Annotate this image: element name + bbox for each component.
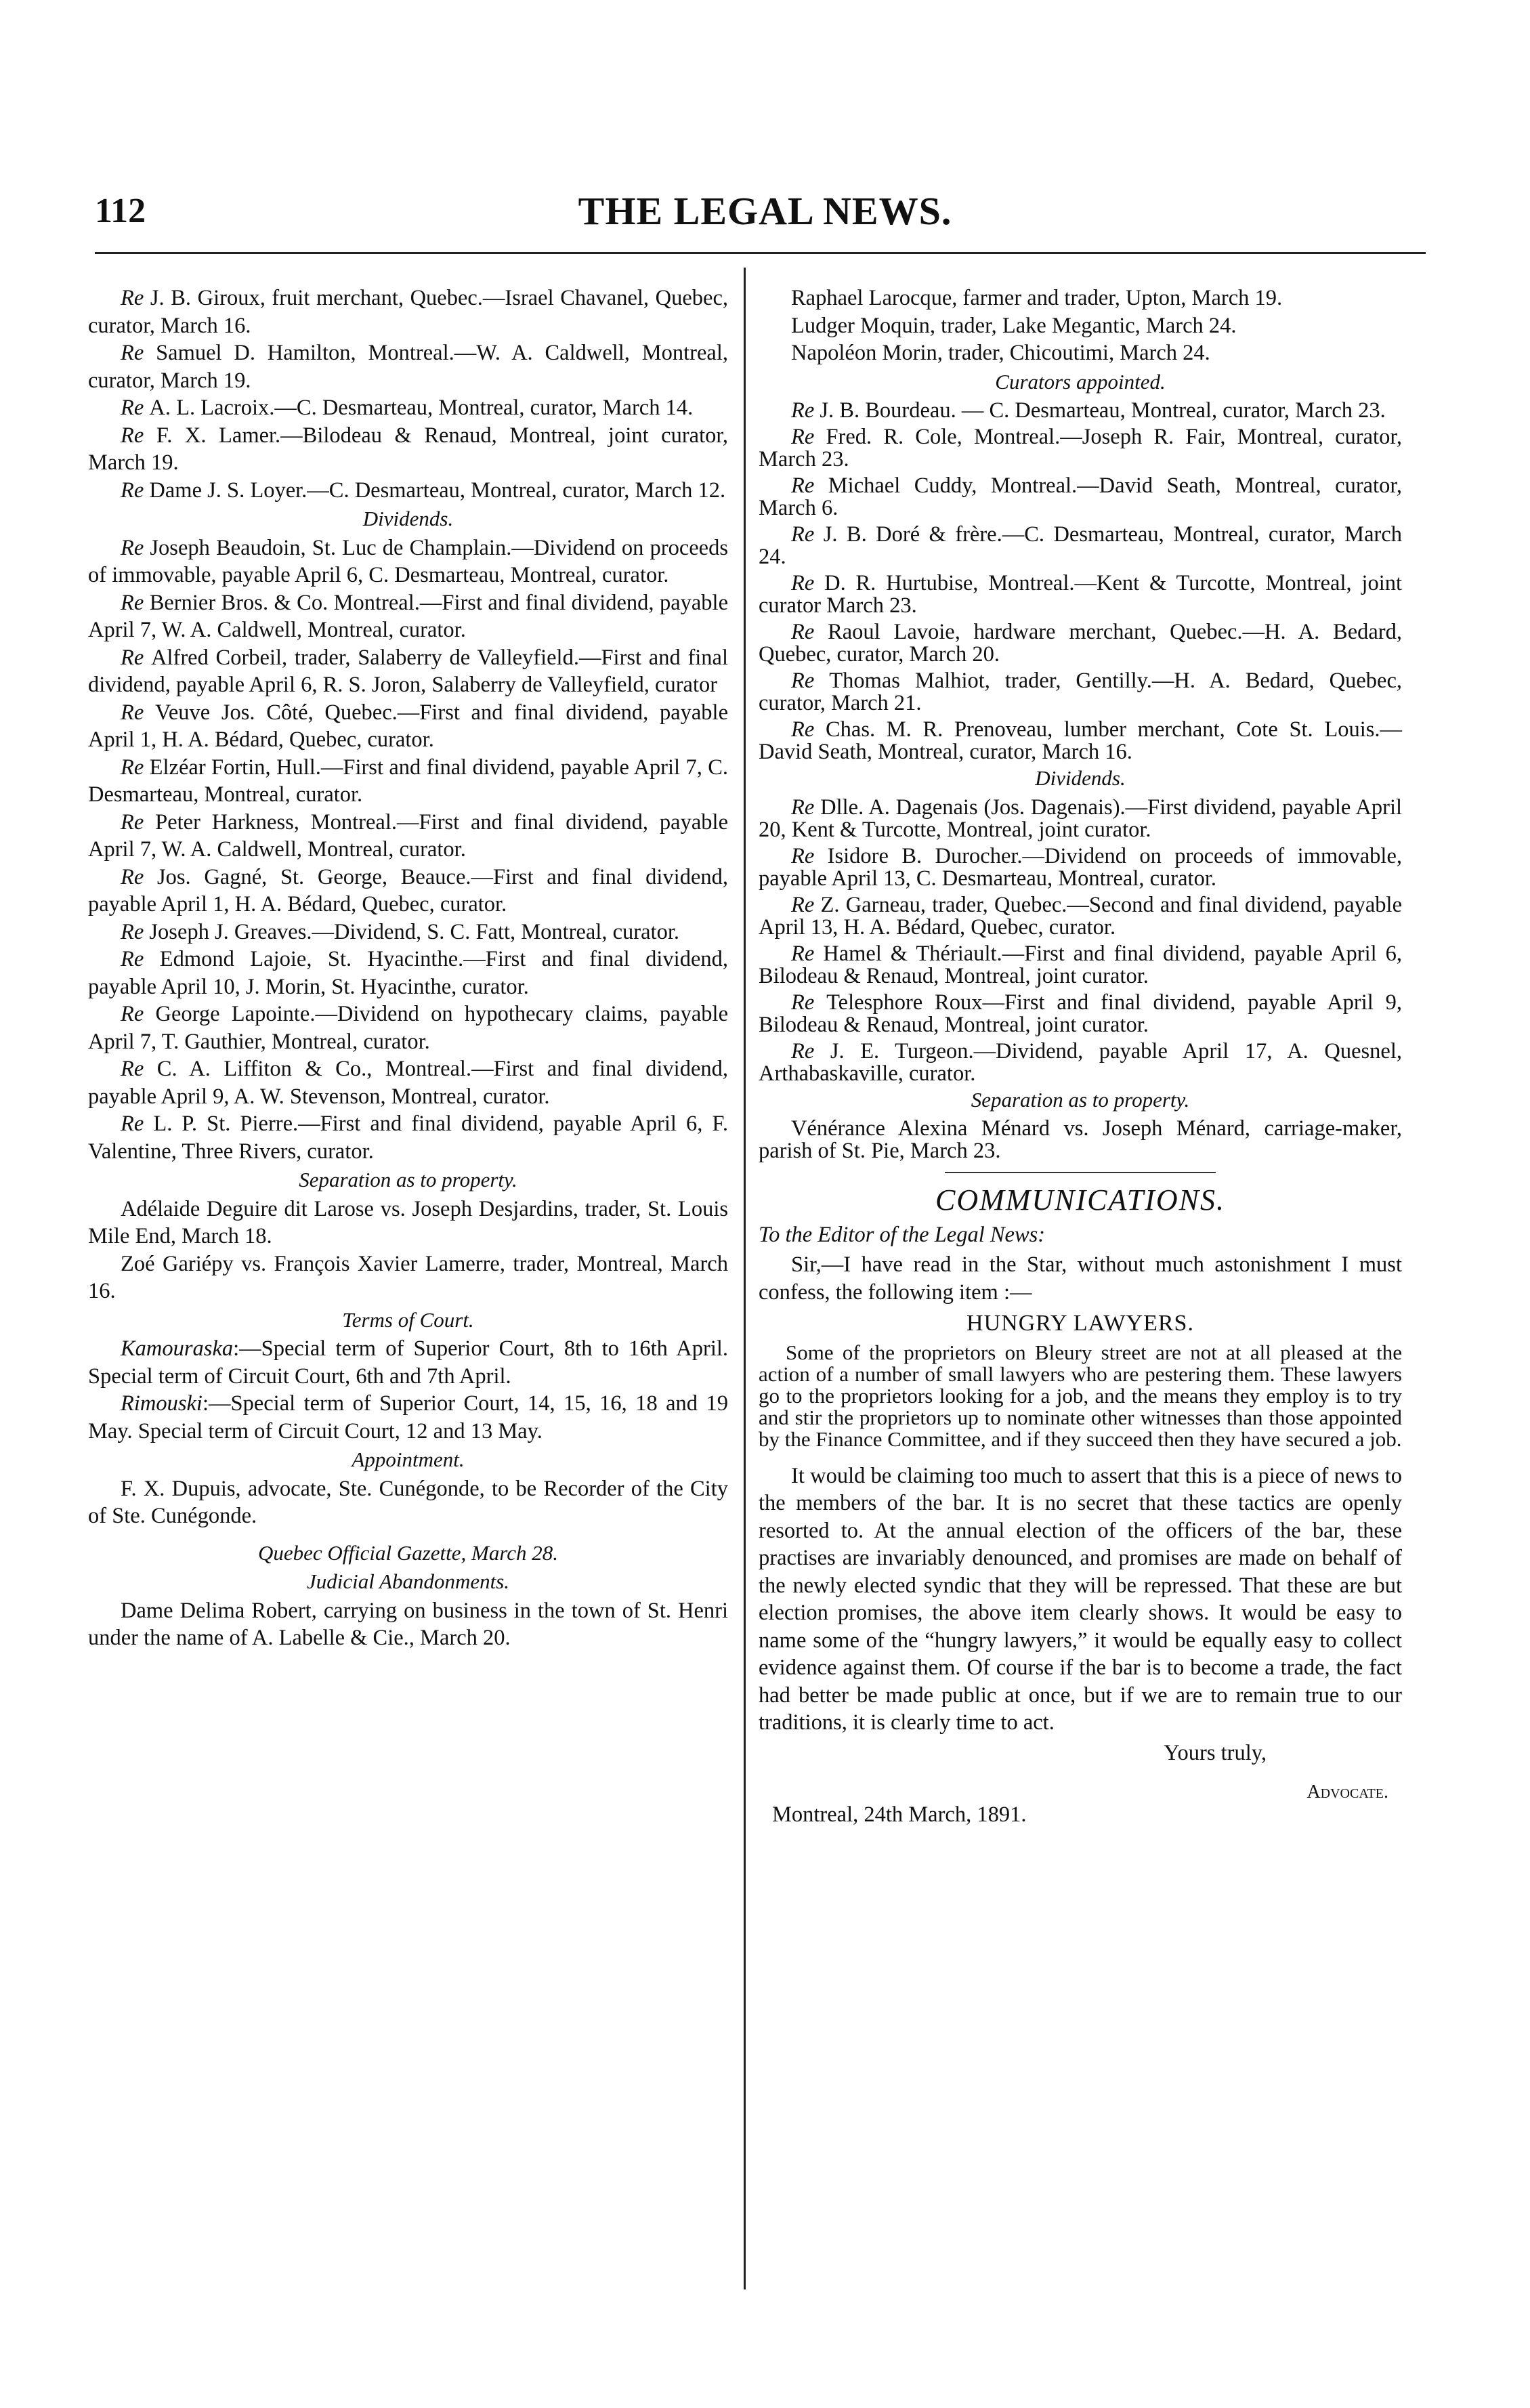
section-heading-appointment: Appointment.: [352, 1448, 465, 1471]
notice-paragraph: F. X. Dupuis, advocate, Ste. Cunégonde, to be Recorder of the City of Ste. Cunégonde.: [88, 1476, 728, 1528]
letter-address: To the Editor of the Legal News:: [759, 1222, 1046, 1247]
notice-paragraph: Raphael Larocque, farmer and trader, Upton, March 19.: [791, 286, 1283, 310]
notice-paragraph: Adélaide Deguire dit Larose vs. Joseph Desjardins, trader, St. Louis Mile End, March 18.: [88, 1196, 728, 1248]
notice-paragraph: Re J. B. Giroux, fruit merchant, Quebec.—Israel Chavanel, Quebec, curator, March 16.: [88, 286, 729, 338]
notice-paragraph: Re Samuel D. Hamilton, Montreal.—W. A. Caldwell, Montreal, curator, March 19.: [88, 341, 728, 393]
notice-paragraph: Re Raoul Lavoie, hardware merchant, Quebec.—H. A. Bedard, Quebec, curator, March 20.: [759, 620, 1403, 667]
notice-paragraph: Napoléon Morin, trader, Chicoutimi, March 24.: [791, 341, 1210, 365]
curators-list: [88, 284, 728, 504]
notice-paragraph: Ludger Moquin, trader, Lake Megantic, March 24.: [791, 313, 1237, 338]
letter-intro: Sir,—I have read in the Star, without much astonishment I must confess, the following item :—: [759, 1252, 1402, 1305]
section-heading-curators: Curators appointed.: [995, 369, 1166, 394]
notice-paragraph: Re Joseph Beaudoin, St. Luc de Champlain.—Dividend on proceeds of immovable, payable April 6, C. Desmarteau, Montreal, curator.: [88, 535, 729, 587]
notice-paragraph: Re Chas. M. R. Prenoveau, lumber merchant, Cote St. Louis.—David Seath, Montreal, curator, March 16.: [759, 717, 1403, 764]
communications-heading: COMMUNICATIONS.: [935, 1183, 1226, 1217]
notice-paragraph: Re J. B. Doré & frère.—C. Desmarteau, Montreal, curator, March 24.: [759, 522, 1402, 569]
quoted-item-text: Some of the proprietors on Bleury street are not at all pleased at the action of a number of small lawyers who are pestering them. These lawyers go to the proprietors looking for a job, and the means they employ is to try and stir the proprietors up to nominate other witnesses than those appointed by the Finance Committee, and if they succeed then they have secured a job.: [759, 1340, 1402, 1451]
section-rule: [945, 1172, 1216, 1173]
notice-paragraph: Kamouraska:—Special term of Superior Court, 8th to 16th April. Special term of Circuit Court, 6th and 7th April.: [88, 1336, 728, 1389]
page-number: 112: [95, 192, 146, 230]
section-heading-dividends: Dividends.: [1035, 766, 1126, 790]
notice-paragraph: Re Isidore B. Durocher.—Dividend on proceeds of immovable, payable April 13, C. Desmarteau, Montreal, curator.: [759, 843, 1402, 891]
dividends-list: [759, 797, 1402, 1085]
notice-paragraph: Re D. R. Hurtubise, Montreal.—Kent & Turcotte, Montreal, joint curator March 23.: [759, 571, 1402, 618]
gazette-heading: Quebec Official Gazette, March 28.: [257, 1540, 559, 1565]
notice-paragraph: Re L. P. St. Pierre.—First and final dividend, payable April 6, F. Valentine, Three Rivers, curator.: [88, 1112, 729, 1164]
notice-paragraph: Re Hamel & Thériault.—First and final dividend, payable April 6, Bilodeau & Renaud, Montreal, joint curator.: [759, 941, 1402, 988]
notice-paragraph: Re Z. Garneau, trader, Quebec.—Second and final dividend, payable April 13, H. A. Bédard, Quebec, curator.: [759, 892, 1402, 939]
right-column: [759, 284, 1402, 1828]
notice-paragraph: Re J. B. Bourdeau. — C. Desmarteau, Montreal, curator, March 23.: [791, 398, 1386, 423]
curators-list: [759, 400, 1402, 763]
notice-paragraph: Re Peter Harkness, Montreal.—First and final dividend, payable April 7, W. A. Caldwell, Montreal, curator.: [88, 809, 728, 862]
section-heading-terms: Terms of Court.: [342, 1307, 474, 1332]
notice-paragraph: Zoé Gariépy vs. François Xavier Lamerre, trader, Montreal, March 16.: [88, 1251, 728, 1303]
notice-paragraph: Dame Delima Robert, carrying on business in the town of St. Henri under the name of A. Labelle & Cie., March 20.: [88, 1598, 728, 1650]
notice-paragraph: Re A. L. Lacroix.—C. Desmarteau, Montreal, curator, March 14.: [121, 396, 694, 420]
notice-paragraph: Re Joseph J. Greaves.—Dividend, S. C. Fatt, Montreal, curator.: [121, 919, 679, 944]
notice-paragraph: Re J. E. Turgeon.—Dividend, payable April 17, A. Quesnel, Arthabaskaville, curator.: [759, 1038, 1403, 1086]
notice-paragraph: Re Bernier Bros. & Co. Montreal.—First and final dividend, payable April 7, W. A. Caldwell, Montreal, curator.: [88, 590, 728, 642]
dividends-list: [88, 534, 728, 1166]
letter-closing: Yours truly,: [1164, 1740, 1267, 1765]
notice-paragraph: Re Dlle. A. Dagenais (Jos. Dagenais).—First dividend, payable April 20, Kent & Turcotte, Montreal, joint curator.: [759, 795, 1402, 842]
notice-paragraph: Re F. X. Lamer.—Bilodeau & Renaud, Montreal, joint curator, March 19.: [88, 423, 729, 475]
section-heading-separation: Separation as to property.: [971, 1087, 1190, 1112]
section-heading-dividends: Dividends.: [362, 507, 454, 530]
notice-paragraph: Re George Lapointe.—Dividend on hypothecary claims, payable April 7, T. Gauthier, Montreal, curator.: [88, 1002, 728, 1054]
notice-paragraph: Re Jos. Gagné, St. George, Beauce.—First and final dividend, payable April 1, H. A. Bédard, Quebec, curator.: [88, 864, 728, 916]
letter-body: It would be claiming too much to assert that this is a piece of news to the members of the bar. It is no secret that these tactics are openly resorted to. At the annual election of the officers of the bar, these practises are invariably denounced, and promises are made on behalf of the newly elected syndic that they will be repressed. That these are but election promises, the above item clearly shows. It would be easy to name some of the “hungry lawyers,” it would be equally easy to collect evidence against them. Of course if the bar is to become a trade, the fact had better be made public at once, but if we are to remain true to our traditions, it is clearly time to act.: [759, 1463, 1402, 1735]
notice-paragraph: Re Thomas Malhiot, trader, Gentilly.—H. A. Bedard, Quebec, curator, March 21.: [759, 669, 1402, 715]
letter-dateline: Montreal, 24th March, 1891.: [772, 1802, 1027, 1827]
section-heading-separation: Separation as to property.: [299, 1168, 517, 1191]
notice-paragraph: Vénérance Alexina Ménard vs. Joseph Ménard, carriage-maker, parish of St. Pie, March 23.: [759, 1116, 1402, 1163]
left-column: [88, 284, 728, 1652]
header-rule: [95, 252, 1426, 254]
notice-paragraph: Re Alfred Corbeil, trader, Salaberry de Valleyfield.—First and final dividend, payable April 6, R. S. Joron, Salaberry de Valleyfield, curator: [88, 645, 728, 697]
column-divider: [744, 268, 746, 2289]
notice-paragraph: Re Edmond Lajoie, St. Hyacinthe.—First and final dividend, payable April 10, J. Morin, St. Hyacinthe, curator.: [88, 947, 729, 999]
section-heading-abandonments: Judicial Abandonments.: [306, 1569, 510, 1593]
notice-paragraph: Re Dame J. S. Loyer.—C. Desmarteau, Montreal, curator, March 12.: [121, 478, 726, 503]
notice-paragraph: Re C. A. Liffiton & Co., Montreal.—First and final dividend, payable April 9, A. W. Stevenson, Montreal, curator.: [88, 1057, 729, 1109]
journal-title: THE LEGAL NEWS.: [578, 189, 952, 233]
notice-paragraph: Re Telesphore Roux—First and final dividend, payable April 9, Bilodeau & Renaud, Montreal, joint curator.: [759, 990, 1402, 1037]
notice-paragraph: Re Elzéar Fortin, Hull.—First and final dividend, payable April 7, C. Desmarteau, Montreal, curator.: [88, 755, 728, 807]
notice-paragraph: Re Michael Cuddy, Montreal.—David Seath, Montreal, curator, March 6.: [759, 473, 1402, 520]
notice-paragraph: Re Veuve Jos. Côté, Quebec.—First and final dividend, payable April 1, H. A. Bédard, Quebec, curator.: [88, 700, 728, 752]
notice-paragraph: Re Fred. R. Cole, Montreal.—Joseph R. Fair, Montreal, curator, March 23.: [759, 425, 1402, 471]
letter-signature: Advocate.: [1306, 1781, 1388, 1802]
notice-paragraph: Rimouski:—Special term of Superior Court, 14, 15, 16, 18 and 19 May. Special term of Circuit Court, 12 and 13 May.: [88, 1391, 728, 1443]
quoted-item-title: HUNGRY LAWYERS.: [966, 1311, 1194, 1336]
